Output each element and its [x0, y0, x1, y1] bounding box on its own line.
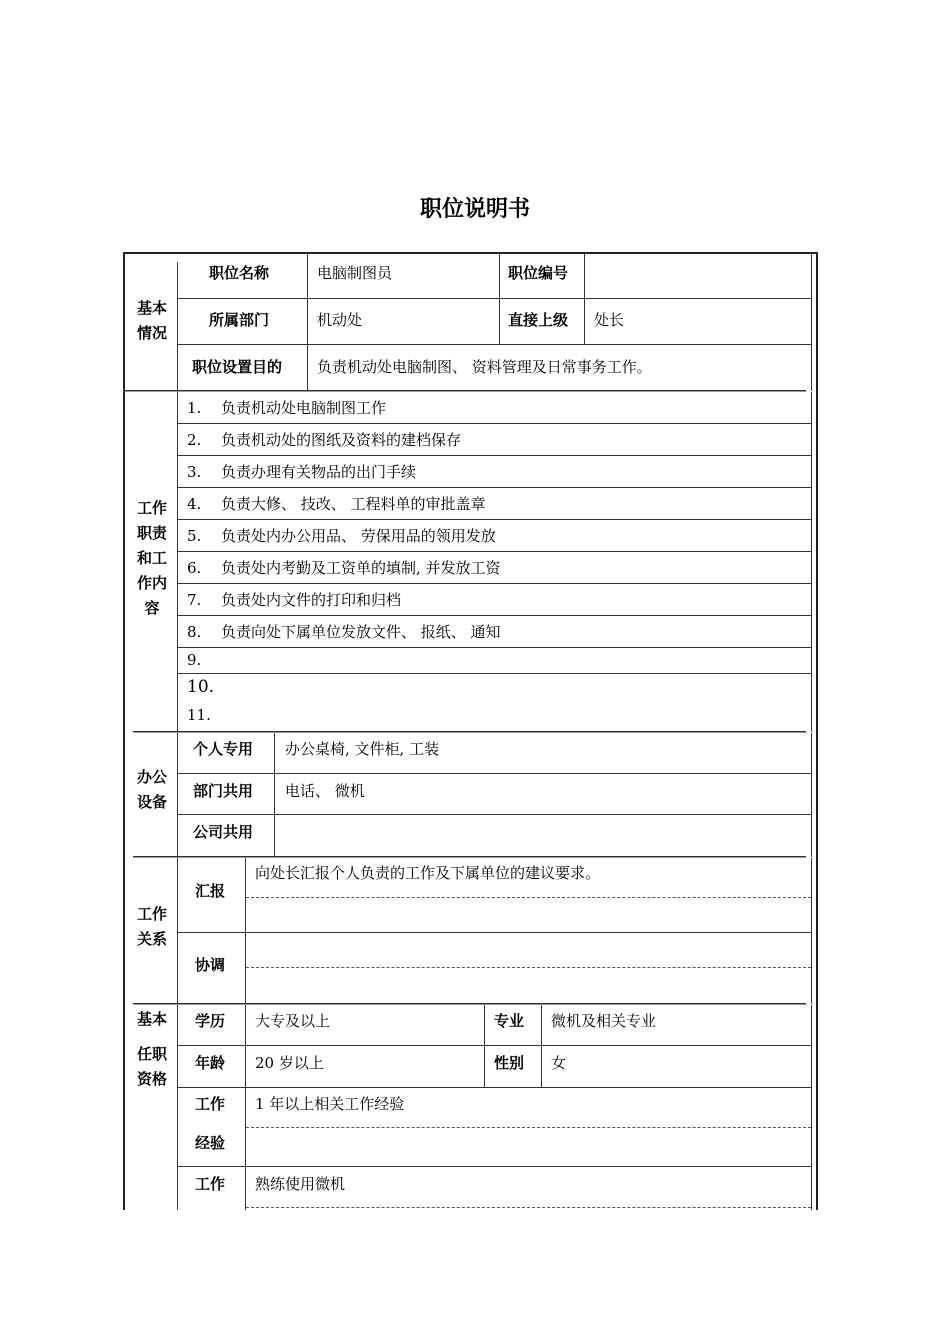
report-label: 汇报 — [195, 882, 226, 900]
section-duties-label: 工作 职责 和工 作内 容 — [136, 499, 167, 617]
row-divider — [177, 932, 811, 933]
duty-item: 4. 负责大修、 技改、 工程料单的审批盖章 — [187, 495, 486, 513]
experience-value: 1 年以上相关工作经验 — [255, 1095, 405, 1113]
duty-item: 9. — [187, 651, 202, 669]
position-name-label: 职位名称 — [209, 264, 270, 282]
education-label: 学历 — [195, 1012, 226, 1030]
dept-equipment-value: 电话、 微机 — [285, 782, 365, 800]
duty-item: 7. 负责处内文件的打印和归档 — [187, 591, 402, 609]
report-value: 向处长汇报个人负责的工作及下属单位的建议要求。 — [255, 864, 601, 882]
row-divider — [177, 423, 811, 424]
row-divider — [177, 1087, 811, 1088]
section-divider — [177, 858, 178, 1004]
col-divider — [307, 254, 308, 391]
coord-label: 协调 — [195, 956, 226, 974]
row-divider — [177, 551, 811, 552]
row-divider — [177, 773, 811, 774]
skill-label: 工作 — [195, 1175, 226, 1193]
dashed-line — [246, 897, 811, 898]
dashed-line — [246, 967, 811, 968]
experience-label-2: 经验 — [195, 1134, 226, 1152]
row-divider — [177, 298, 812, 299]
section-qualifications-label-2: 任职 资格 — [136, 1045, 167, 1088]
dashed-line — [246, 1207, 811, 1208]
col-divider — [541, 1005, 542, 1087]
section-divider — [177, 392, 178, 732]
duty-item: 5. 负责处内办公用品、 劳保用品的领用发放 — [187, 527, 496, 545]
row-divider — [177, 583, 811, 584]
col-divider — [584, 254, 585, 344]
section-relations-label: 工作 关系 — [136, 905, 167, 948]
duty-item: 1. 负责机动处电脑制图工作 — [187, 399, 387, 417]
experience-label-1: 工作 — [195, 1095, 226, 1113]
row-divider — [177, 519, 811, 520]
personal-equipment-label: 个人专用 — [193, 740, 254, 758]
duty-item: 10. — [187, 677, 215, 697]
age-value: 20 岁以上 — [255, 1054, 324, 1072]
gender-label: 性别 — [494, 1054, 525, 1072]
col-divider — [811, 254, 812, 391]
purpose-label: 职位设置目的 — [192, 358, 283, 376]
row-divider — [177, 1045, 811, 1046]
superior-label: 直接上级 — [508, 311, 569, 329]
major-value: 微机及相关专业 — [551, 1012, 657, 1030]
skill-value: 熟练使用微机 — [255, 1175, 346, 1193]
age-label: 年龄 — [195, 1054, 226, 1072]
purpose-value: 负责机动处电脑制图、 资料管理及日常事务工作。 — [317, 358, 652, 376]
section-divider — [133, 1003, 806, 1005]
section-equipment-label: 办公 设备 — [136, 768, 167, 811]
superior-value: 处长 — [594, 311, 625, 329]
section-divider — [177, 733, 178, 857]
section-divider — [177, 1005, 178, 1210]
section-divider — [133, 856, 806, 858]
gender-value: 女 — [551, 1054, 567, 1072]
duty-item: 3. 负责办理有关物品的出门手续 — [187, 463, 417, 481]
col-divider — [811, 733, 812, 857]
col-divider — [811, 392, 812, 732]
dashed-line — [246, 1127, 811, 1128]
personal-equipment-value: 办公桌椅, 文件柜, 工装 — [285, 740, 440, 758]
duty-item: 11. — [187, 706, 211, 724]
section-divider — [177, 262, 178, 391]
duty-item: 6. 负责处内考勤及工资单的填制, 并发放工资 — [187, 559, 501, 577]
row-divider — [177, 673, 811, 674]
col-divider — [484, 1005, 485, 1087]
col-divider — [274, 733, 275, 857]
dept-equipment-label: 部门共用 — [193, 782, 254, 800]
col-divider — [245, 858, 246, 1004]
section-qualifications-label-1: 基本 — [136, 1010, 167, 1028]
row-divider — [177, 455, 811, 456]
section-divider — [133, 731, 806, 733]
row-divider — [177, 1166, 811, 1167]
page-title: 职位说明书 — [419, 197, 530, 222]
duty-item: 8. 负责向处下属单位发放文件、 报纸、 通知 — [187, 623, 501, 641]
section-basic-label: 基本 情况 — [136, 299, 167, 342]
position-code-label: 职位编号 — [508, 264, 569, 282]
education-value: 大专及以上 — [255, 1012, 331, 1030]
department-label: 所属部门 — [209, 311, 270, 329]
col-divider — [811, 1005, 812, 1210]
row-divider — [177, 814, 811, 815]
duty-item: 2. 负责机动处的图纸及资料的建档保存 — [187, 431, 462, 449]
row-divider — [177, 647, 811, 648]
company-equipment-label: 公司共用 — [193, 823, 254, 841]
row-divider — [177, 615, 811, 616]
department-value: 机动处 — [317, 311, 363, 329]
row-divider — [177, 487, 811, 488]
position-name-value: 电脑制图员 — [317, 264, 393, 282]
col-divider — [811, 858, 812, 1004]
col-divider — [499, 254, 500, 344]
row-divider — [177, 344, 812, 345]
major-label: 专业 — [494, 1012, 525, 1030]
col-divider — [245, 1005, 246, 1210]
section-divider — [125, 390, 806, 392]
